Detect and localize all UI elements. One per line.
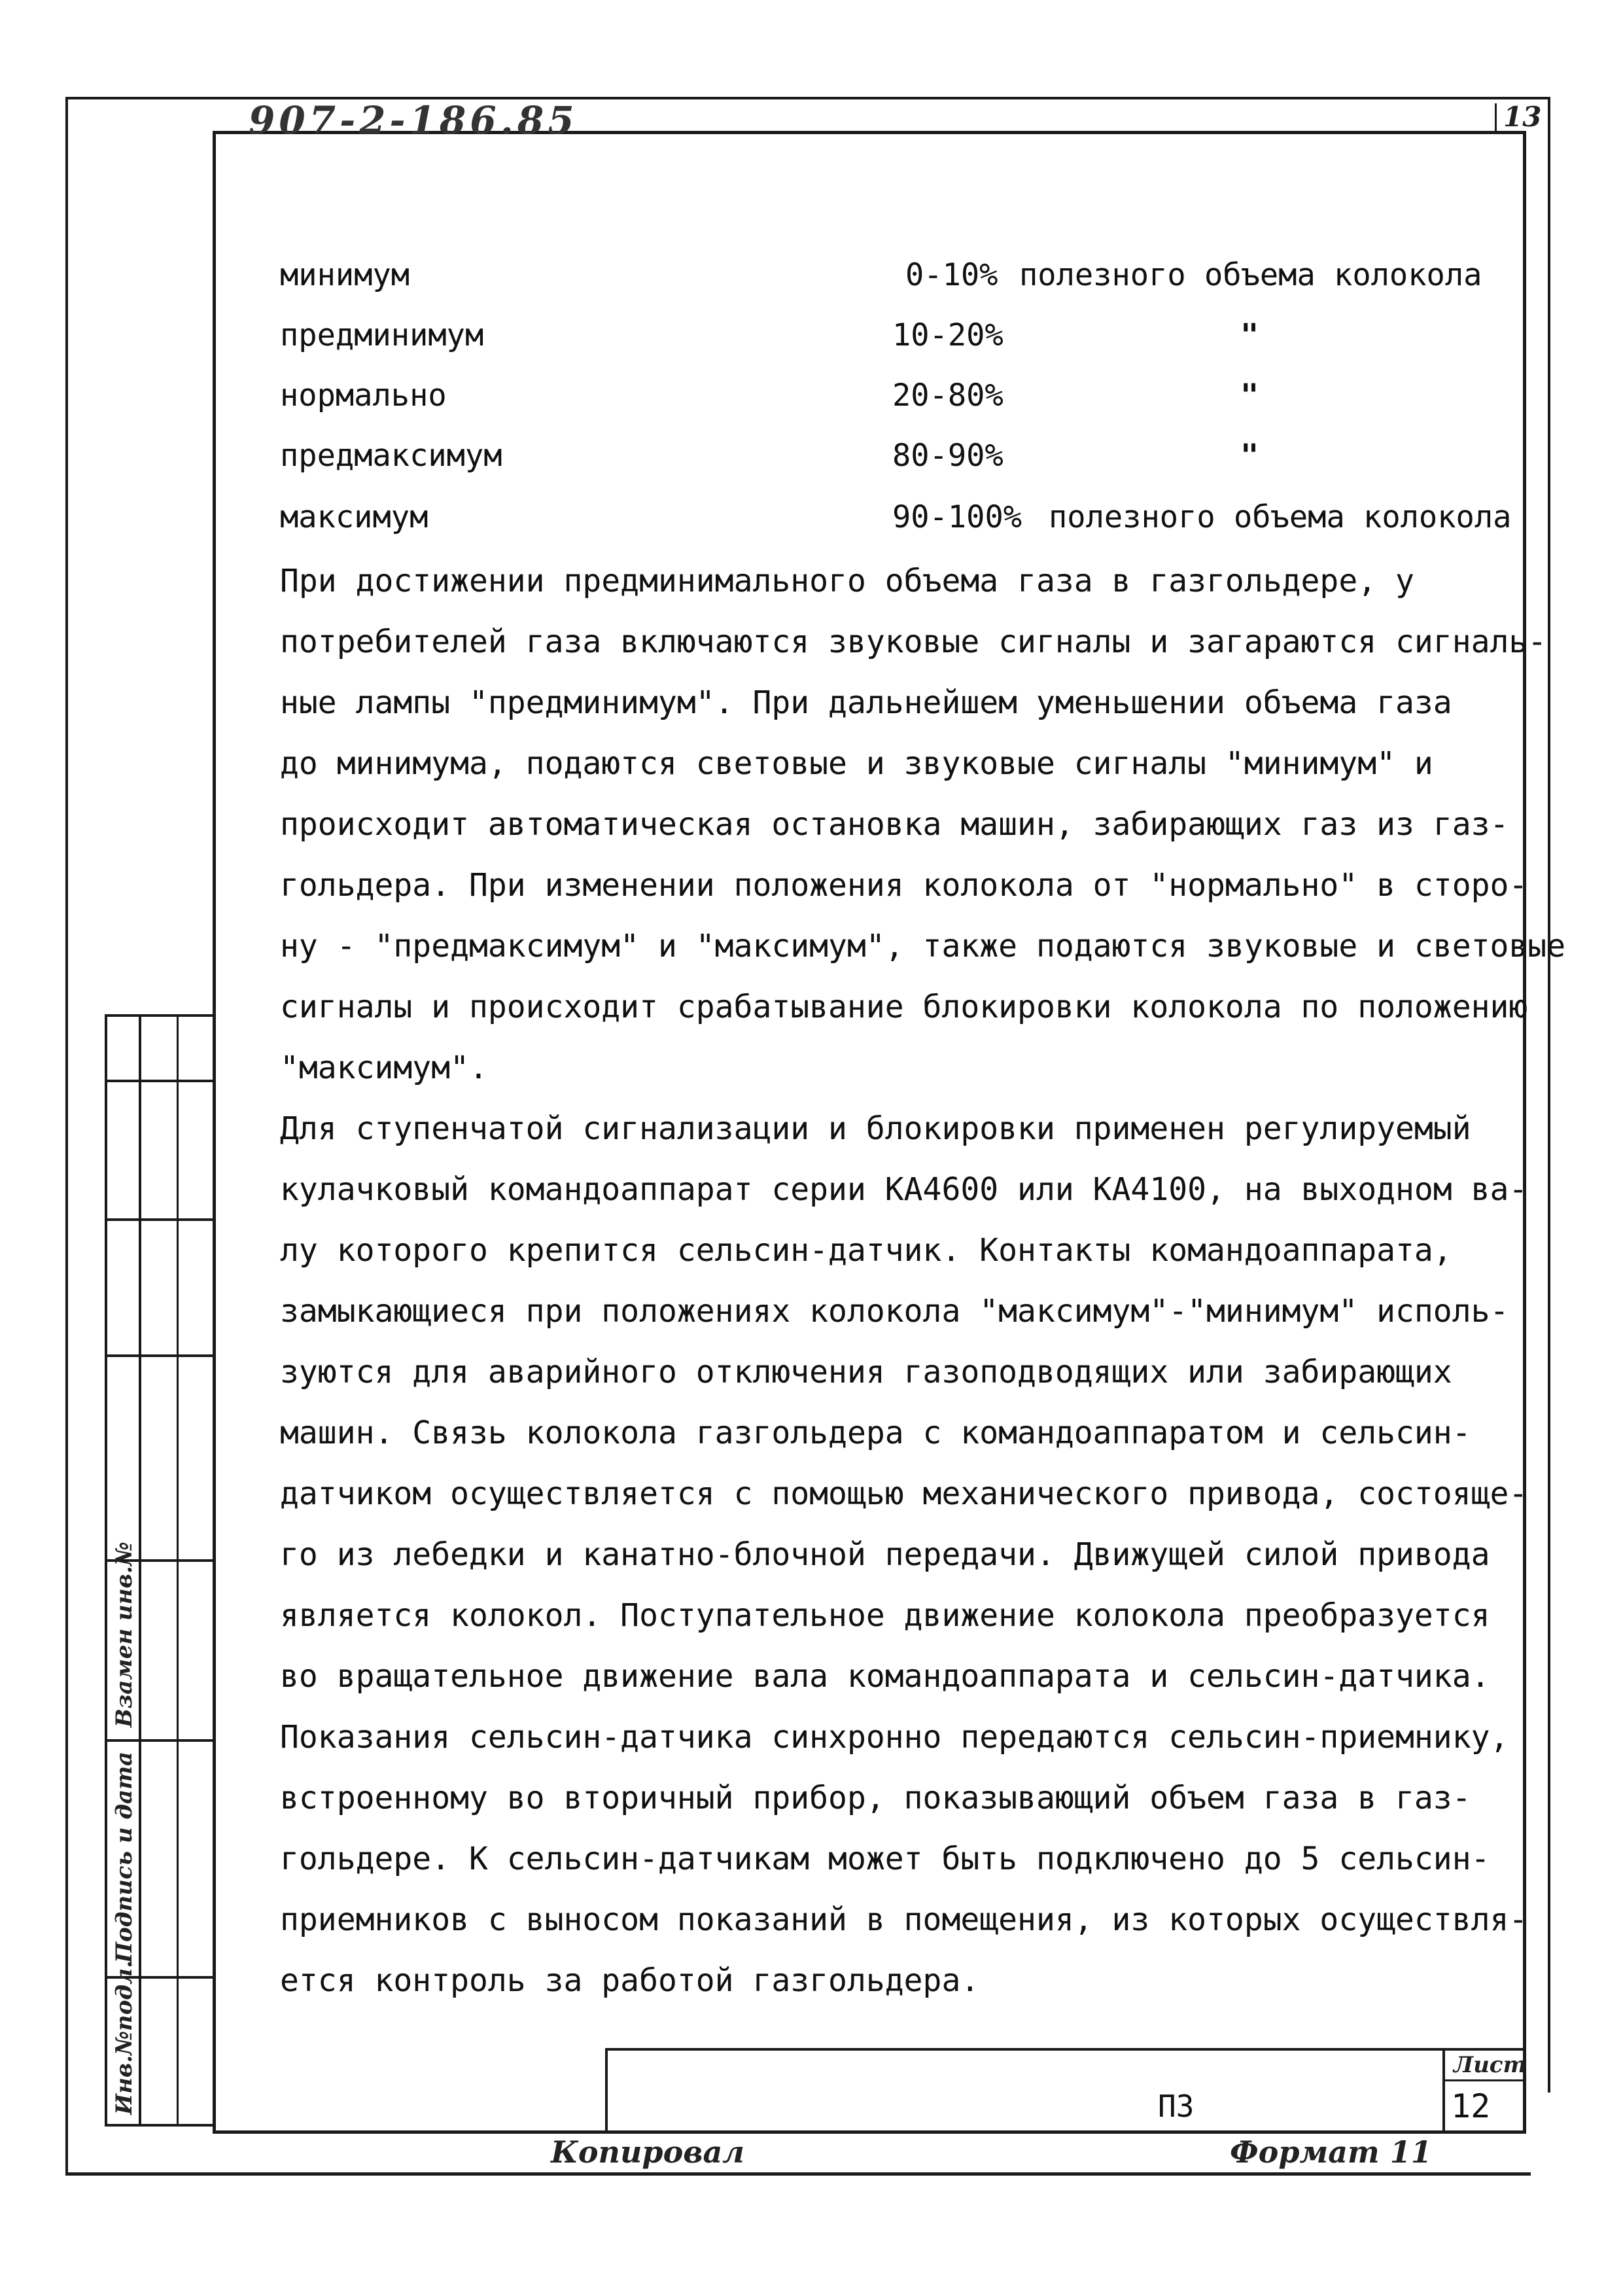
paragraph-line: встроенному во вторичный прибор, показывающий объем газа в газ- (280, 1780, 1471, 1816)
level-range: 20-80% (892, 378, 1003, 414)
outer-border-left (65, 97, 68, 2174)
level-name: предминимум (280, 317, 484, 353)
paragraph-line: приемников с выносом показаний в помещения, из которых осуществля- (280, 1901, 1528, 1938)
page-corner-number: 13 (1503, 101, 1542, 133)
level-name: предмаксимум (280, 438, 502, 474)
paragraph-line: ну - "предмаксимум" и "максимум", также подаются звуковые и световые (280, 928, 1566, 964)
inner-frame-bottom (213, 2130, 1526, 2134)
paragraph-line: до минимума, подаются световые и звуковые сигналы "минимум" и (280, 745, 1433, 782)
paragraph-line: гольдера. При изменении положения колокола от "нормально" в сторо- (280, 867, 1528, 904)
level-name: максимум (280, 499, 428, 535)
paragraph-line: замыкающиеся при положениях колокола "максимум"-"минимум" исполь- (280, 1293, 1509, 1330)
level-name: нормально (280, 378, 447, 414)
paragraph-line: "максимум". (280, 1050, 488, 1086)
title-block-line (1442, 2048, 1445, 2133)
level-name: минимум (280, 257, 410, 293)
paragraph-line: происходит автоматическая остановка машин, забирающих газ из газ- (280, 806, 1509, 843)
paragraph-line: гольдере. К сельсин-датчикам может быть подключено до 5 сельсин- (280, 1841, 1490, 1877)
ditto-mark: " (1240, 378, 1259, 414)
doc-code: ПЗ (1158, 2089, 1195, 2124)
doc-code-header: 907-2-186.85 (249, 98, 578, 143)
side-stamp-line (105, 1739, 215, 1742)
paragraph-line: машин. Связь колокола газгольдера с командоаппаратом и сельсин- (280, 1415, 1471, 1451)
inner-frame-left (213, 131, 216, 2133)
paragraph-line: потребителей газа включаются звуковые сигналы и загараются сигналь- (280, 624, 1547, 660)
paragraph-line: лу которого крепится сельсин-датчик. Контакты командоаппарата, (280, 1232, 1452, 1269)
level-range: 10-20% (892, 317, 1003, 353)
level-range: 0-10% (905, 257, 998, 293)
level-range: 90-100% (892, 499, 1022, 535)
copied-by-label: Копировал (551, 2134, 744, 2170)
format-label: Формат 11 (1230, 2134, 1432, 2170)
side-stamp-line (177, 1014, 179, 2127)
stamp-label-sign-date: Подпись и дата (111, 1751, 137, 1963)
title-block-line (1442, 2079, 1524, 2081)
inner-frame-right (1523, 131, 1526, 2133)
paragraph-line: При достижении предминимального объема газа в газгольдере, у (280, 563, 1414, 599)
side-stamp-line (139, 1014, 141, 2127)
paragraph-line: зуются для аварийного отключения газоподводящих или забирающих (280, 1354, 1452, 1390)
paragraph-line: Для ступенчатой сигнализации и блокировки применен регулируемый (280, 1110, 1471, 1147)
title-block-line (605, 2048, 1524, 2051)
corner-box-left (1495, 103, 1497, 133)
paragraph-line: сигналы и происходит срабатывание блокировки колокола по положению (280, 989, 1528, 1025)
paragraph-line: является колокол. Поступательное движение колокола преобразуется (280, 1597, 1490, 1634)
side-stamp-line (105, 1014, 107, 2127)
paragraph-line: Показания сельсин-датчика синхронно передаются сельсин-приемнику, (280, 1719, 1509, 1756)
stamp-label-inv: Инв.№подл. (111, 1960, 137, 2115)
stamp-label-replace: Взамен инв.№ (111, 1542, 137, 1727)
paragraph-line: го из лебедки и канатно-блочной передачи. Движущей силой привода (280, 1536, 1490, 1573)
title-block-line (605, 2048, 608, 2133)
side-stamp-line (105, 2124, 215, 2127)
paragraph-line: во вращательное движение вала командоаппарата и сельсин-датчика. (280, 1658, 1490, 1695)
level-description: полезного объема колокола (1019, 257, 1482, 293)
side-stamp-line (105, 1014, 215, 1017)
level-description: полезного объема колокола (1049, 499, 1512, 535)
side-stamp-line (105, 1218, 215, 1221)
paragraph-line: ется контроль за работой газгольдера. (280, 1962, 980, 1999)
sheet-label: Лист (1454, 2052, 1527, 2078)
outer-border-right (1548, 97, 1550, 2093)
ditto-mark: " (1240, 438, 1259, 474)
ditto-mark: " (1240, 317, 1259, 353)
level-range: 80-90% (892, 438, 1003, 474)
side-stamp-line (105, 1080, 215, 1082)
outer-border-bottom (65, 2172, 1531, 2176)
paragraph-line: кулачковый командоаппарат серии КА4600 или КА4100, на выходном ва- (280, 1171, 1528, 1208)
paragraph-line: датчиком осуществляется с помощью механического привода, состояще- (280, 1475, 1528, 1512)
paragraph-line: ные лампы "предминимум". При дальнейшем уменьшении объема газа (280, 684, 1452, 721)
sheet-number: 12 (1451, 2087, 1491, 2125)
side-stamp-line (105, 1354, 215, 1357)
